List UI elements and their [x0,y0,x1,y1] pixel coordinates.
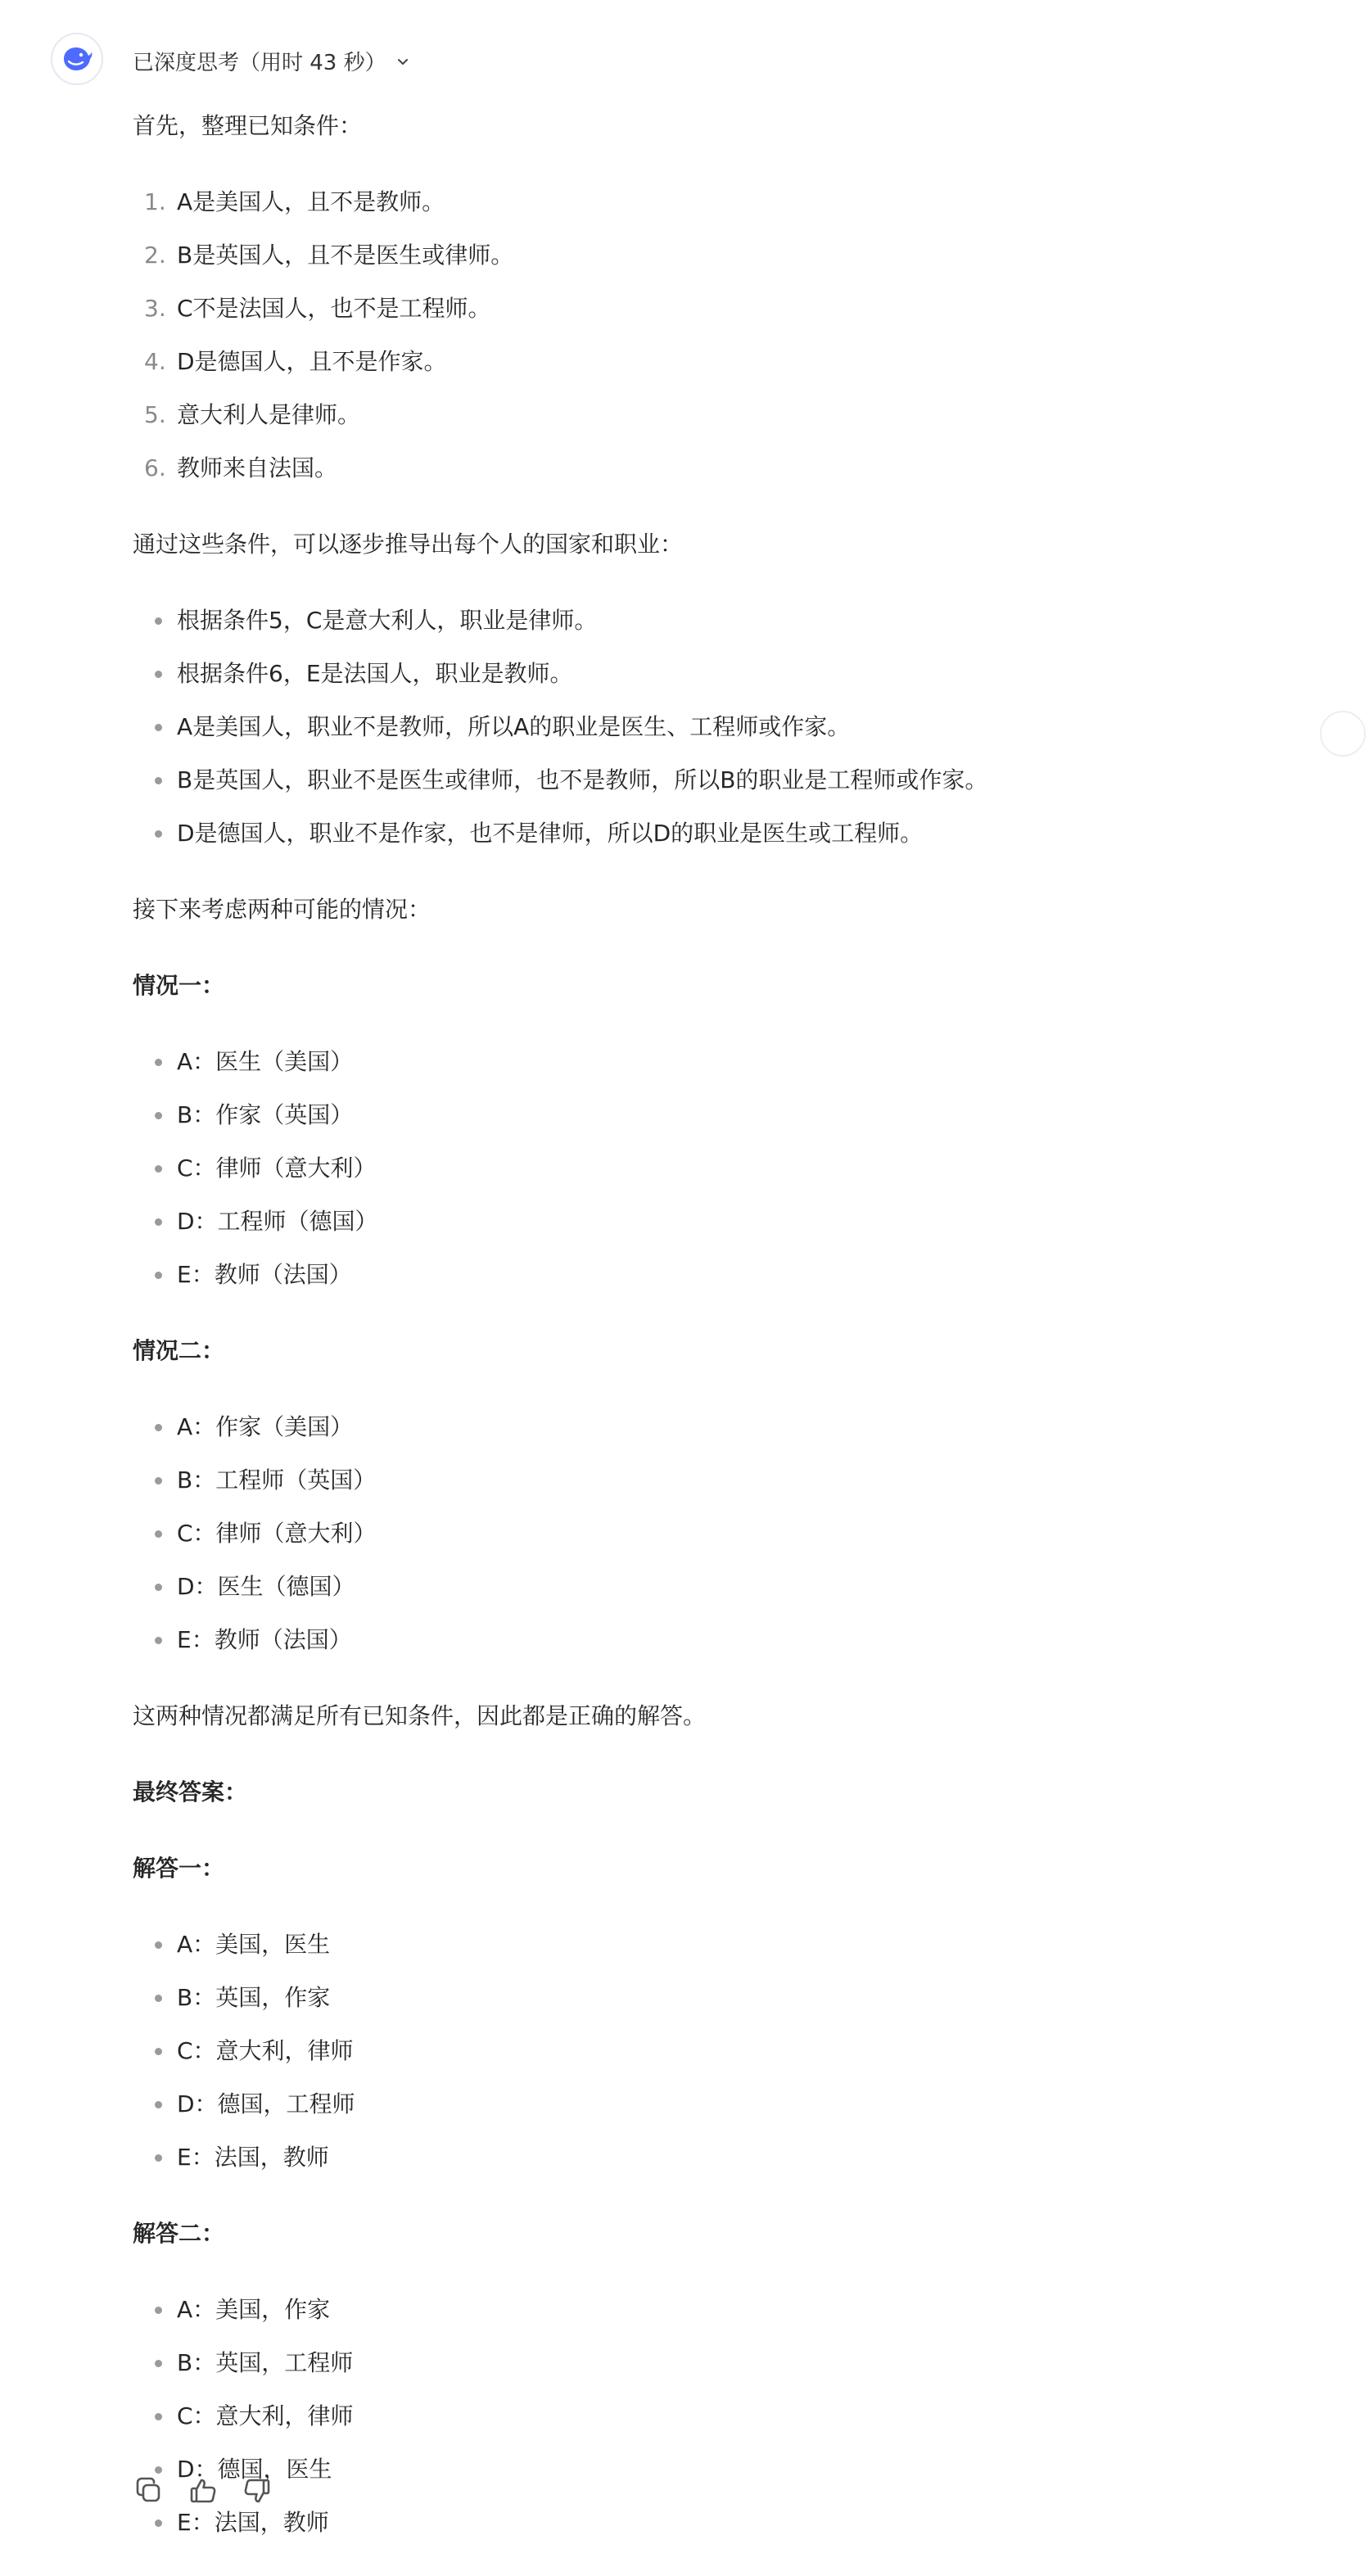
list-item: B：英国，工程师 [133,2340,1295,2386]
bullet-dot [155,830,162,838]
list-item: A：作家（美国） [133,1404,1295,1450]
bullet-dot [155,1272,162,1279]
list-item: E：教师（法国） [133,1252,1295,1298]
solution1-heading: 解答一： [133,1855,225,1882]
bullet-dot [155,2413,162,2420]
list-item: C：律师（意大利） [133,1146,1295,1191]
intro-text: 首先，整理已知条件： [133,112,363,139]
list-item: D：德国，工程师 [133,2081,1295,2127]
bullet-dot [155,2360,162,2367]
list-item: 根据条件5，C是意大利人，职业是律师。 [133,598,1295,644]
list-item: E：法国，教师 [133,2135,1295,2181]
like-button[interactable] [187,2474,219,2507]
bullet-dot [155,1112,162,1119]
bullet-dot [155,2048,162,2055]
list-item: A：美国，作家 [133,2287,1295,2333]
list-item: 2. B是英国人，且不是医生或律师。 [144,242,514,269]
side-indicator [1320,711,1366,757]
answer-content [133,103,1295,2576]
conditions-list [133,179,1295,491]
avatar [51,33,103,85]
copy-button[interactable] [133,2474,165,2507]
chevron-down-icon [395,53,411,70]
bullet-dot [155,2466,162,2474]
bullet-dot [155,1637,162,1644]
deduce-intro-text: 通过这些条件，可以逐步推导出每个人的国家和职业： [133,531,684,558]
list-item: D是德国人，职业不是作家，也不是律师，所以D的职业是医生或工程师。 [133,811,1295,856]
list-item: B：作家（英国） [133,1092,1295,1138]
list-item: 4. D是德国人，且不是作家。 [144,348,447,375]
thinking-label: 已深度思考（用时 43 秒） [133,50,386,75]
solution1-list [133,1922,1295,2181]
solution2-list [133,2287,1295,2546]
case1-list [133,1039,1295,1298]
bullet-dot [155,1530,162,1538]
bullet-dot [155,1059,162,1066]
final-answer-heading: 最终答案： [133,1778,248,1805]
bullet-dot [155,724,162,731]
bullet-dot [155,777,162,784]
cases-intro-text: 接下来考虑两种可能的情况： [133,896,431,923]
bullet-dot [155,617,162,625]
list-item: D：德国，医生 [133,2447,1295,2492]
bullet-dot [155,2307,162,2314]
bullet-dot [155,1941,162,1949]
bullet-dot [155,1165,162,1173]
bullet-dot [155,1584,162,1591]
thumbs-down-icon [242,2476,272,2506]
bullet-dot [155,1995,162,2002]
thumbs-up-icon [188,2476,218,2506]
case1-heading: 情况一： [133,972,225,999]
bullet-dot [155,1218,162,1226]
list-item: 根据条件6，E是法国人，职业是教师。 [133,651,1295,697]
copy-icon [134,2476,164,2506]
list-item: A是美国人，职业不是教师，所以A的职业是医生、工程师或作家。 [133,704,1295,750]
list-item: E：教师（法国） [133,1617,1295,1663]
bullet-dot [155,671,162,678]
case2-heading: 情况二： [133,1337,225,1364]
list-item: 6. 教师来自法国。 [144,454,338,481]
bullet-dot [155,1424,162,1431]
solution2-heading: 解答二： [133,2220,225,2247]
bullet-dot [155,2154,162,2162]
list-item: D：医生（德国） [133,1564,1295,1610]
bullet-dot [155,1477,162,1485]
list-item: C：律师（意大利） [133,1511,1295,1557]
list-item: 1. A是美国人，且不是教师。 [144,188,445,215]
list-item: B是英国人，职业不是医生或律师，也不是教师，所以B的职业是工程师或作家。 [133,757,1295,803]
list-item: B：英国，作家 [133,1975,1295,2021]
summary-text: 这两种情况都满足所有已知条件，因此都是正确的解答。 [133,1702,707,1729]
list-item: B：工程师（英国） [133,1457,1295,1503]
list-item: A：美国，医生 [133,1922,1295,1968]
list-item: 3. C不是法国人，也不是工程师。 [144,295,491,322]
thinking-toggle[interactable] [133,44,411,77]
list-item: 5. 意大利人是律师。 [144,401,361,428]
list-item: C：意大利，律师 [133,2393,1295,2439]
list-item: D：工程师（德国） [133,1199,1295,1245]
message-actions [133,2474,273,2507]
bullet-dot [155,2520,162,2527]
bullet-dot [155,2101,162,2108]
deductions-list [133,598,1295,856]
deepseek-whale-icon [61,43,93,75]
list-item: A：医生（美国） [133,1039,1295,1085]
dislike-button[interactable] [241,2474,273,2507]
case2-list [133,1404,1295,1663]
list-item: C：意大利，律师 [133,2028,1295,2074]
list-item: E：法国，教师 [133,2500,1295,2546]
